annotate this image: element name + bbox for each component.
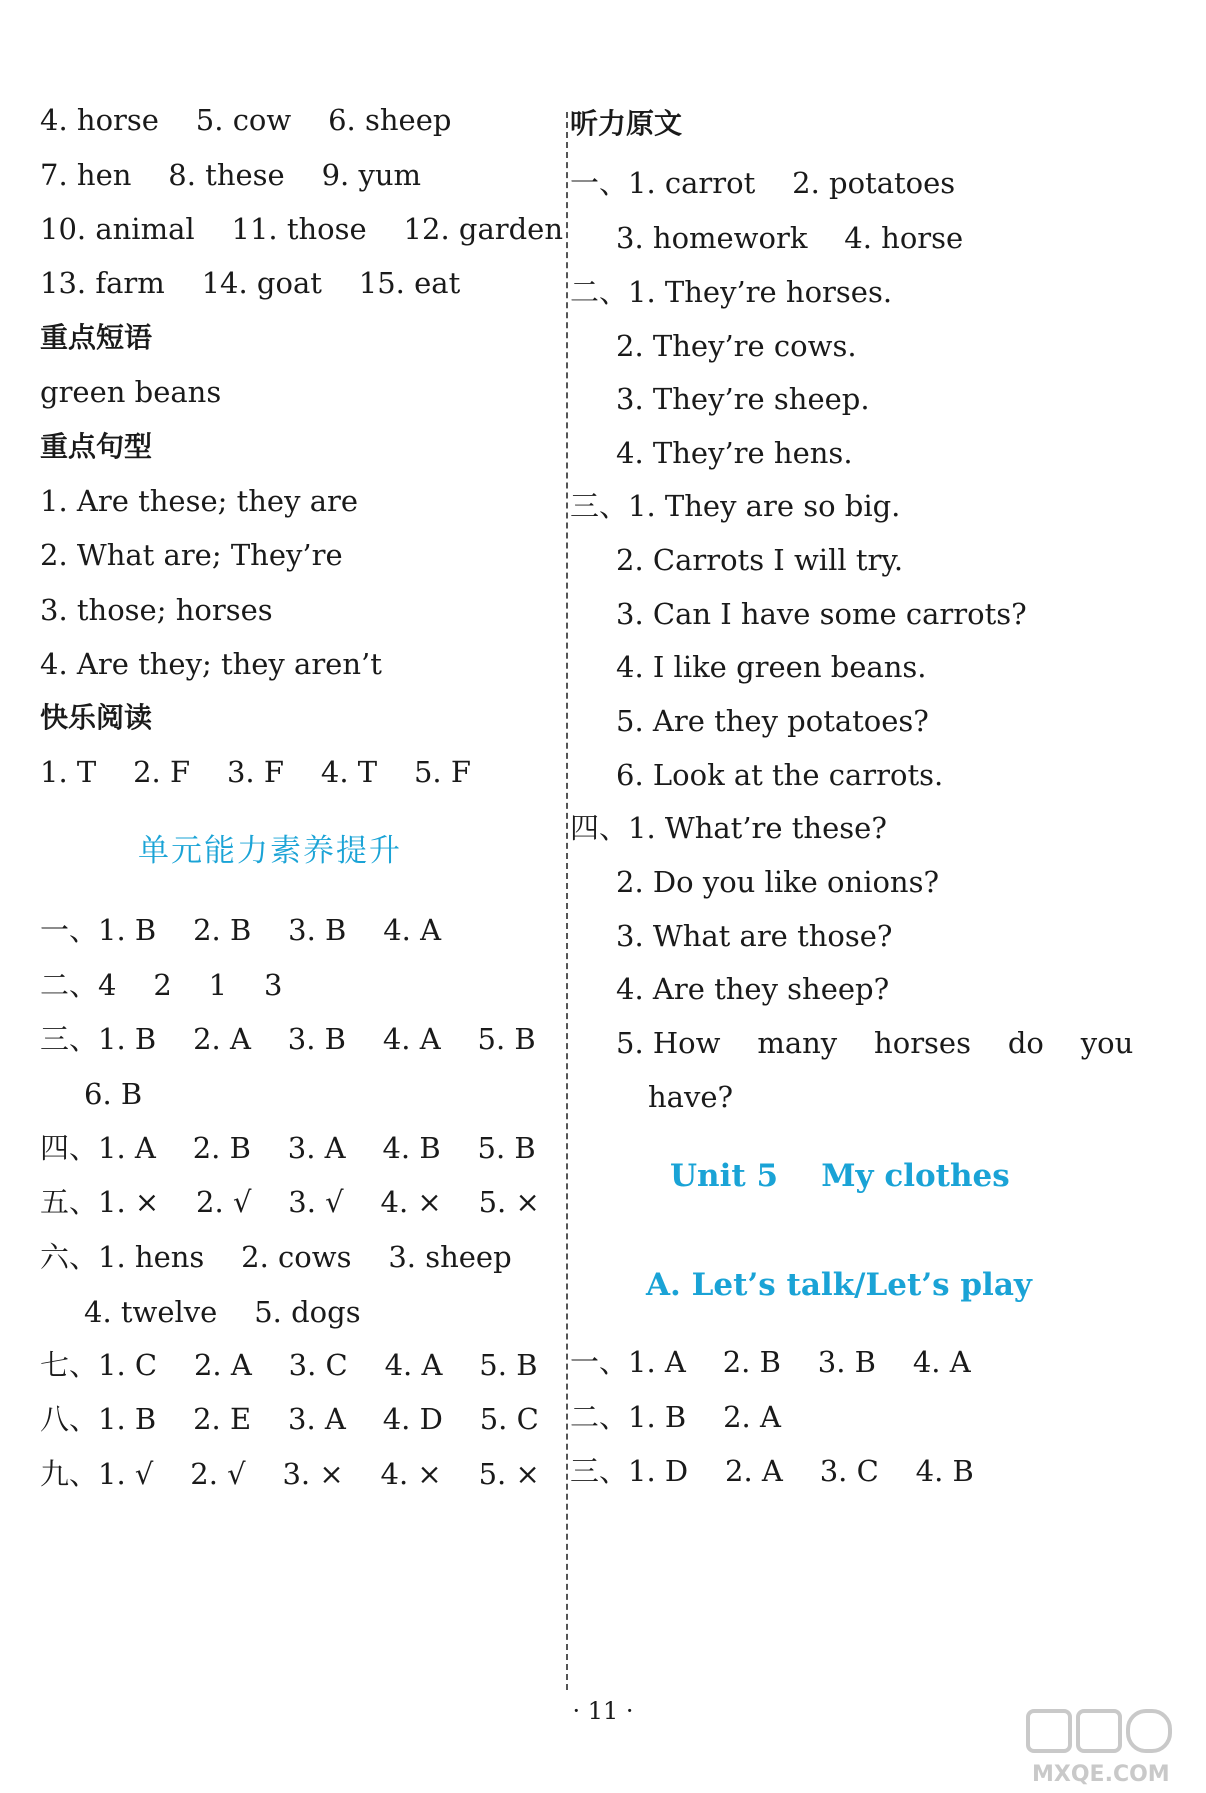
listening-line: 5. How many horses do you [616,1026,1134,1060]
listening-line: 2. Do you like onions? [616,865,940,899]
answer-line: 四、1. A 2. B 3. A 4. B 5. B [40,1131,536,1165]
listening-line: 3. Can I have some carrots? [616,597,1027,631]
listening-line: 2. Carrots I will try. [616,543,904,577]
reading-heading: 快乐阅读 [40,701,153,734]
vocab-line: 4. horse 5. cow 6. sheep [40,103,452,137]
answer-line: 一、1. B 2. B 3. B 4. A [40,913,442,947]
lesson-answer-line: 二、1. B 2. A [570,1400,781,1434]
vocab-line: 10. animal 11. those 12. garden [40,212,564,246]
listening-line: 2. They’re cows. [616,329,857,363]
answer-line: 二、4 2 1 3 [40,968,283,1002]
listening-line: 3. What are those? [616,919,893,953]
unit-title: Unit 5 My clothes [670,1158,1010,1194]
listening-line: 4. They’re hens. [616,436,853,470]
answer-line: 五、1. × 2. √ 3. √ 4. × 5. × [40,1185,540,1219]
answer-line: 三、1. B 2. A 3. B 4. A 5. B [40,1022,536,1056]
listening-line: have? [648,1080,734,1114]
answer-line: 六、1. hens 2. cows 3. sheep [40,1240,512,1274]
listening-line: 4. Are they sheep? [616,972,890,1006]
page-number: · 11 · [572,1697,634,1725]
sentence-line: 2. What are; They’re [40,538,343,572]
section-title: 单元能力素养提升 [138,833,402,869]
vocab-line: 13. farm 14. goat 15. eat [40,266,461,300]
phrases-heading: 重点短语 [40,321,153,354]
listening-line: 三、1. They are so big. [570,489,901,523]
phrase-line: green beans [40,375,222,409]
lesson-answer-line: 一、1. A 2. B 3. B 4. A [570,1345,971,1379]
answer-line: 4. twelve 5. dogs [84,1295,361,1329]
answer-line: 七、1. C 2. A 3. C 4. A 5. B [40,1348,538,1382]
answer-line: 九、1. √ 2. √ 3. × 4. × 5. × [40,1457,540,1491]
sentence-line: 4. Are they; they aren’t [40,647,382,681]
vocab-line: 7. hen 8. these 9. yum [40,158,422,192]
sentence-line: 1. Are these; they are [40,484,359,518]
listening-line: 3. homework 4. horse [616,221,964,255]
watermark-text: MXQE.COM [1032,1762,1170,1787]
column-divider [566,112,568,1690]
listening-line: 四、1. What’re these? [570,811,887,845]
lesson-answer-line: 三、1. D 2. A 3. C 4. B [570,1454,974,1488]
listening-line: 4. I like green beans. [616,650,927,684]
sentences-heading: 重点句型 [40,430,153,463]
lesson-title: A. Let’s talk/Let’s play [646,1267,1032,1303]
listening-line: 一、1. carrot 2. potatoes [570,166,956,200]
listening-line: 二、1. They’re horses. [570,275,893,309]
sentence-line: 3. those; horses [40,593,273,627]
reading-answers: 1. T 2. F 3. F 4. T 5. F [40,755,471,789]
answer-line: 6. B [84,1077,143,1111]
watermark-logo [1020,1705,1200,1789]
answer-line: 八、1. B 2. E 3. A 4. D 5. C [40,1402,539,1436]
listening-line: 6. Look at the carrots. [616,758,944,792]
listening-line: 3. They’re sheep. [616,382,870,416]
listening-heading: 听力原文 [570,107,683,140]
listening-line: 5. Are they potatoes? [616,704,929,738]
